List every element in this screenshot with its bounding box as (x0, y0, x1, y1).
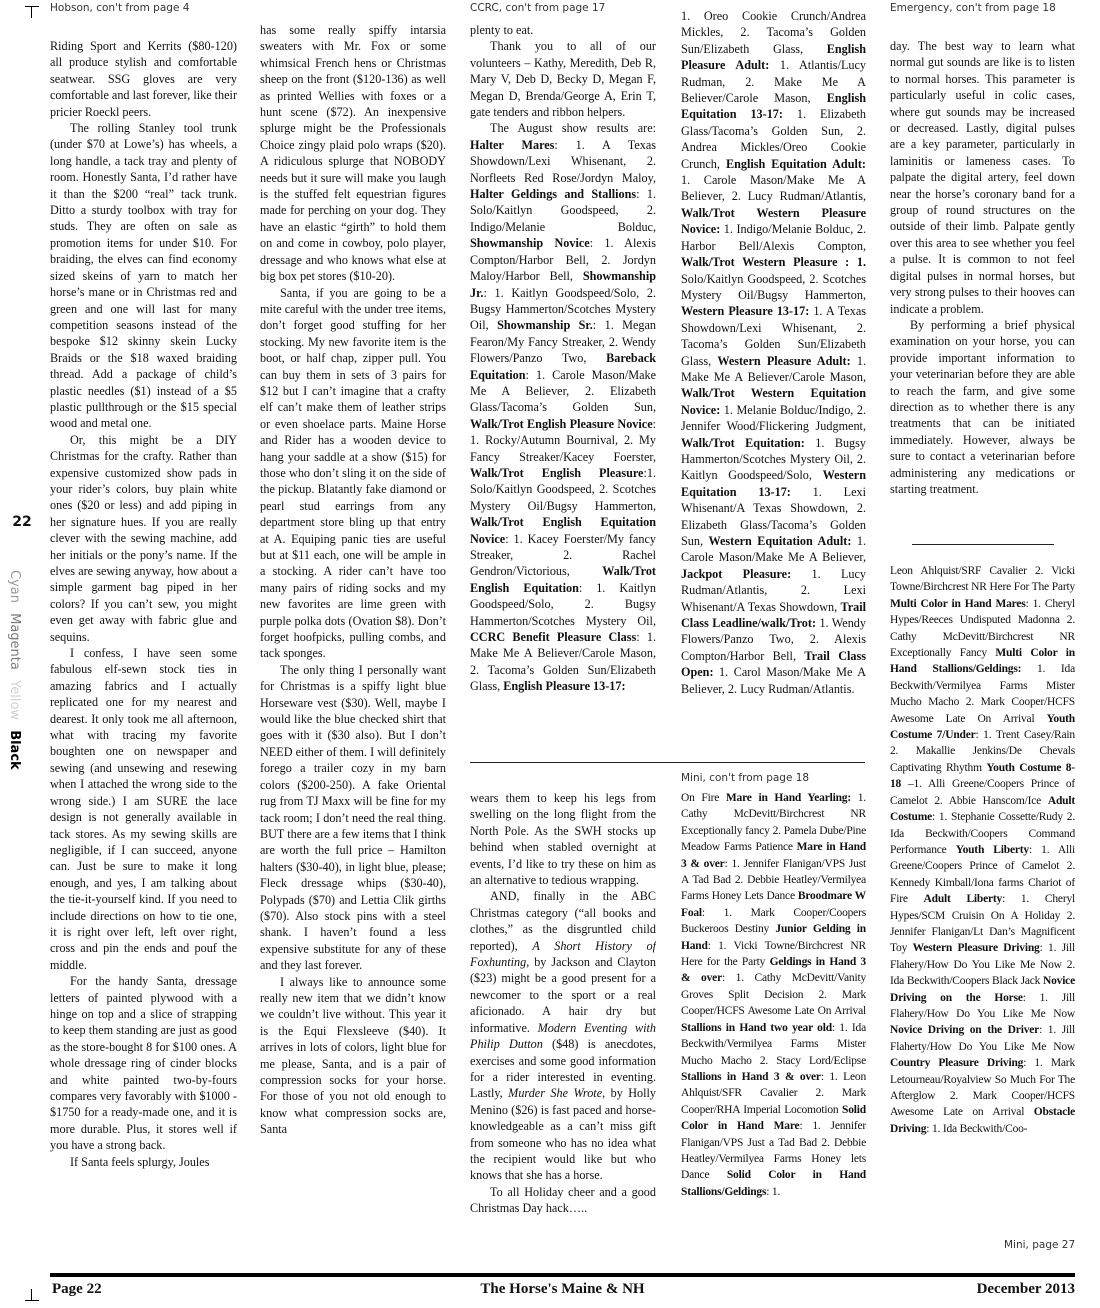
class-results: : 1. Megan Fearon/My Fancy Streaker, 2. Wendy Flowers/Panzo Two, (470, 318, 656, 366)
paragraph: I always like to announce some really new item that we didn’t know we couldn’t live without. This year it is the Equi Flexsleeve ($40). It arrives in lots of colors, light blue for me please, Santa, and is a pair of compression socks for your horse. For those of you not old enough to know what compression socks are, Santa (260, 974, 446, 1137)
class-name: Adult Costume (890, 794, 1075, 824)
class-results: –1. Alli Greene/Coopers Prince of Camelot 2. Abbie Hanscom/Ice (890, 778, 1075, 807)
class-name: Youth Costume 8-18 (890, 761, 1075, 791)
text-run: AND, finally in the ABC Christmas category (“all books and clothes,” as the disgruntled child reported), (470, 889, 656, 953)
book-title: Murder She Wrote (508, 1086, 603, 1101)
class-name: Walk/Trot Western Equitation Novice: (681, 386, 866, 417)
class-name: Halter Geldings and Stallions (470, 187, 637, 202)
class-results: : 1. Make Me A Believer/Carole Mason, 2. Tacoma’s Golden Sun/Elizabeth Glass, (470, 630, 656, 694)
results-intro: The August show results are: (490, 121, 656, 136)
color-registration-bar (7, 570, 22, 776)
footer-rule (50, 1273, 1075, 1277)
class-results: : 1. Alli Greene/Coopers Prince of Camelot 2. Kennedy Kimball/Iona farms Chariot of Fire (890, 843, 1075, 906)
column-2-hobson (260, 22, 446, 1258)
paragraph: The rolling Stanley tool trunk (under $70 at Lowe’s) has wheels, a long handle, a tack tray and plenty of room. Honestly Santa, I’d rather have it than the $200 “real” tack trunk. Ditto a sturdy toolbox with tray for studs. They are often on sale as promotion items for under $10. For braiding, the elves can find economy sized skeins of yarn to match her horse’s mane or in Christmas red and green and one will last for many competition seasons instead of the bespoke $12 skinny skein Lucky Braids or the $18 waxed braiding thread. Add a package of child’s plastic needles ($1) instead of a $5 plastic pullthrough or the $15 special wood and metal one. (50, 121, 237, 431)
class-results: 1. Bugsy Hammerton/Scotches Mystery Oil, 2. Kaitlyn Goodspeed/Solo, (681, 435, 866, 483)
class-name: CCRC Benefit Pleasure Class (470, 630, 637, 645)
class-name: Showmanship Sr. (497, 318, 593, 333)
class-results: : 1. Kaitlyn Goodspeed/Solo, 2. Bugsy Hammerton/Scotches Mystery Oil, (470, 580, 656, 628)
class-results: Leon Ahlquist/SRF Cavalier 2. Vicki Towne/Birchcrest NR Here For The Party (890, 565, 1075, 594)
column-5-mini (890, 563, 1075, 1230)
crop-mark (31, 6, 32, 18)
class-results: : 1. Mark Cooper/Coopers Buckeroos Destiny (681, 906, 866, 936)
footer-publication-title: The Horse's Maine & NH (480, 1281, 645, 1297)
class-results: : 1. Jennifer Flanigan/VPS Just A Tad Bad 2. Debbie Heatley/Vermilyea Farms Honey Lets Dance (681, 857, 866, 903)
column-3-ccrc (470, 22, 656, 746)
class-results: : 1. Jennifer Flanigan/VPS Just a Tad Bad 2. Debbie Heatley/Vermilyea Farms Honey lets Dance (681, 1120, 866, 1182)
class-name: Halter Mares (470, 137, 555, 152)
class-results: : 1. Carole Mason/Make Me A Believer, 2. Elizabeth Glass/Tacoma’s Golden Sun, (470, 367, 656, 415)
paragraph: For the handy Santa, dressage letters of painted plywood with a hinge on top and a slice of strapping to keep them standing are just as good as the store-bought 8 for $100 ones. A whole dressage ring of cinder blocks and white painted two-by-fours compares very favorably with $1000 - $1750 for a ready-made one, and it is more durable. Plus, it stores well if you have a strong back. (50, 974, 237, 1153)
class-results: : 1. Jill Flahery/How Do You Like Me Now (890, 991, 1075, 1020)
show-results (681, 8, 866, 697)
paragraph: plenty to eat. (470, 23, 534, 37)
class-name: Western Equitation Adult: (708, 534, 852, 548)
class-name: English Pleasure 13-17: (503, 679, 626, 694)
class-name: Youth Liberty (955, 843, 1029, 856)
paragraph: has some really spiffy intarsia sweaters with Mr. Fox or some whimsical French hens or Christmas sheep on the front ($120-136) as well as printed Wellies with foxes or a hunt scene ($72). An inexpensive splurge might be the Professionals Choice zingy plaid polo wraps ($20). A ridiculous splurge that NOBODY needs but it sure will make you laugh is the stuffed felt equestrian figures made for perching on your dog. They have an elastic “girth” to hold them on and come in cowboy, polo player, dressage and who knows what else at big box pet stores ($10-20). (260, 23, 446, 284)
class-name: Walk/Trot English Pleasure Novice (470, 416, 653, 431)
class-results: : 1. Trent Casey/Rain 2. Makallie Jenkins/De Chevals Captivating Rhythm (890, 729, 1075, 774)
paragraph: I confess, I have seen some fabulous elf-sewn stock ties in amazing fabrics and I actually replicated one for my nearest and dearest. It only took me all afternoon, what with tracing my favorite boughten one on newspaper and sewing (and unsewing and resewing when I attached the wrong side to the wrong side.) I am SURE the lace design is not generally available in tack stores. As my sewing skills are negligible, if I can succeed, anyone can. Just be sure to make it long enough, and yes, I am talking about the tie-it-yourself kind. If you need to include directions on how to tie one, it is right over left, left over right, cross and pin the ends and pouf the middle. (50, 646, 237, 972)
class-name: Adult Liberty (923, 893, 1003, 906)
class-results: : 1. Ida Beckwith/Vermilyea Farms Mister Mucho Macho 2. Stacy Lord/Eclipse (681, 1021, 866, 1067)
class-name: Walk/Trot English Pleasure (470, 465, 644, 480)
class-name: Western Pleasure Driving (912, 942, 1040, 955)
class-results: : 1. A Texas Showdown/Lexi Whisenant, 2. Norfleets Red Rose/Jordyn Maloy, (470, 137, 656, 185)
text-run: ($48) is anecdotes, exercises and some good information for a rider interested in eventing. Lastly, (470, 1037, 656, 1101)
continuation-header-hobson: Hobson, con't from page 4 (50, 2, 190, 14)
continuation-header-ccrc: CCRC, con't from page 17 (470, 2, 606, 14)
text-run: , by Jackson and Clayton ($23) might be a good present for a newcomer to the sport or a real aficionado. A hair dry but informative. (470, 955, 656, 1035)
class-results: : 1. Stephanie Cossette/Rudy 2. Ida Beckwith/Coopers Command Performance (890, 811, 1075, 856)
class-results: 1. Oreo Cookie Crunch/Andrea Mickles, 2. Tacoma’s Golden Sun/Elizabeth Glass, (681, 9, 866, 56)
paragraph: day. The best way to learn what normal gut sounds are like is to listen to normal horses. This parameter is particularly useful in colic cases, where gut sounds may be increased or decreased. Lastly, digital pulses are a key parameter, particularly in laminitis or lameness cases. To palpate the digital artery, feel down near the horse’s coronary band for a group of round structures on the outside of their limb. Palpate gently over this area to see whether you feel a pulse. It is common to not feel digital pulses in normal horses, but very strong pulses to their hooves can indicate a problem. (890, 39, 1075, 316)
class-name: Multi Color in Hand Mares (890, 597, 1026, 610)
show-results (470, 120, 656, 694)
class-name: Jackpot Pleasure: (681, 566, 792, 581)
column-5-emergency (890, 38, 1075, 528)
class-results: : 1. Vicki Towne/Birchcrest NR Here for the Party (681, 939, 866, 969)
class-name: Obstacle Driving (890, 1106, 1075, 1135)
class-name: Novice Driving on the Driver (890, 1024, 1040, 1037)
paragraph: Riding Sport and Kerrits ($80-120) all produce stylish and comfortable seatwear. SSG gloves are very comfortable and last forever, like their pricier Roeckl peers. (50, 39, 237, 119)
class-name: Broodmare W Foal (681, 890, 866, 919)
show-results (890, 563, 1075, 1137)
class-name: Mare in Hand 3 & over (681, 841, 866, 870)
column-4-mini (681, 790, 866, 1260)
paragraph: Thank you to all of our volunteers – Kathy, Meredith, Deb R, Mary V, Deb D, Becky D, Megan F, Megan D, Brenda/George A, Erin T, gate tenders and ribbon helpers. (470, 39, 656, 120)
class-name: Geldings in Hand 3 & over (681, 956, 866, 985)
class-name: Walk/Trot Western Pleasure : 1. (681, 255, 866, 270)
class-results: 1. Elizabeth Glass/Tacoma’s Golden Sun, 2. Andrea Mickles/Oreo Cookie Crunch, (681, 107, 866, 171)
article-separator (470, 762, 865, 763)
class-name: Mare in Hand Yearling: (725, 792, 851, 804)
class-results: 1. Cathy McDevitt/Birchcrest NR Exceptionally fancy 2. Pamela Dube/Pine Meadow Farms Patience (681, 792, 866, 854)
class-results: : 1. Alexis Compton/Harbor Bell, 2. Jordyn Maloy/Harbor Bell, (470, 236, 656, 284)
jump-line-mini: Mini, page 27 (1004, 1239, 1076, 1251)
side-page-number: 22 (12, 514, 32, 530)
class-results: :1. Solo/Kaitlyn Goodspeed, 2. Scotches Mystery Oil/Bugsy Hammerton, (470, 465, 656, 513)
column-3-hobson-end (470, 790, 656, 1260)
class-name: Walk/Trot English Equitation (470, 564, 656, 595)
class-results: : 1. Solo/Kaitlyn Goodspeed, 2. Indigo/Melanie Bolduc, (470, 187, 656, 234)
article-separator (912, 544, 1054, 545)
class-results: 1. A Texas Showdown/Lexi Whisenant, 2. Tacoma’s Golden Sun/Elizabeth Glass, (681, 304, 866, 368)
class-results: 1. Lexi Whisenant/A Texas Showdown, 2. Elizabeth Glass/Tacoma’s Golden Sun, (681, 484, 866, 548)
crop-mark (31, 1289, 32, 1301)
class-name: Stallions in Hand two year old (681, 1021, 832, 1034)
class-results: : 1. Cathy McDevitt/Vanity Groves Split Decision 2. Mark Cooper/HCFS Awesome Late On Arrival (681, 972, 866, 1018)
color-bar-black: Black (7, 730, 22, 770)
class-results: : 1. (766, 1185, 781, 1198)
class-results: : 1. Ida Beckwith/Coo- (926, 1122, 1028, 1135)
class-name: Junior Gelding in Hand (681, 923, 866, 952)
class-name: English Equitation Adult: (725, 156, 866, 171)
class-results: 1. Wendy Flowers/Panzo Two, 2. Alexis Compton/Harbor Bell, (681, 616, 866, 663)
crop-mark (25, 6, 39, 7)
class-name: Showmanship Jr. (470, 269, 656, 300)
class-results: 1. Make Me A Believer/Carole Mason, (681, 353, 866, 384)
class-name: Stallions in Hand 3 & over (681, 1070, 821, 1083)
color-bar-yellow: Yellow (7, 680, 22, 721)
paragraph: Or, this might be a DIY Christmas for the crafty. Rather than expensive customized show pads in your rider’s colors, buy plain white ones ($20 or less) and add piping in her signature hues. If you are really clever with the sewing machine, add her initials or the pony’s name. If the elves are sewing anyway, how about a simple garment bag piped in her colors? If you can’t sew, you might even get away with fabric glue and sequins. (50, 432, 237, 644)
class-results: : 1. Kaitlyn Goodspeed/Solo, 2. Bugsy Hammerton/Scotches Mystery Oil, (470, 285, 656, 333)
footer-issue-date: December 2013 (976, 1281, 1075, 1297)
class-results: On Fire (681, 792, 720, 804)
class-name: Novice Driving on the Horse (890, 975, 1075, 1004)
class-results: 1. Atlantis/Lucy Rudman, 2. Make Me A Believer/Carole Mason, (681, 58, 866, 106)
class-name: Multi Color in Hand Stallions/Geldings: (890, 647, 1075, 676)
class-results: 1. Indigo/Melanie Bolduc, 2. Harbor Bell/Alexis Compton, (681, 222, 866, 253)
color-bar-magenta: Magenta (7, 613, 22, 670)
paragraph: By performing a brief physical examination on your horse, you can provide important information to your veterinarian before they are able to reach the farm, and give some direction as to whether there is any treatments that can be initiated immediately. However, always be sure to contact a veterinarian before administering any medications or starting treatment. (890, 317, 1075, 496)
paragraph (470, 888, 656, 1183)
class-name: Walk/Trot Equitation: (681, 435, 805, 450)
footer-page-number: Page 22 (52, 1281, 102, 1297)
class-results: : 1. Jill Flaherty/How Do You Like Me Now (890, 1024, 1075, 1053)
column-1-hobson (50, 38, 237, 1258)
class-name: Western Pleasure 13-17: (681, 304, 810, 319)
class-results: Solo/Kaitlyn Goodspeed, 2. Scotches Mystery Oil/Bugsy Hammerton, (681, 271, 866, 302)
class-name: Western Equitation 13-17: (681, 468, 866, 499)
class-name: Showmanship Novice (470, 236, 590, 251)
paragraph: If Santa feels splurgy, Joules (70, 1154, 210, 1169)
paragraph: To all Holiday cheer and a good Christmas Day hack….. (470, 1184, 656, 1216)
class-results: : 1. Cheryl Hypes/Reeces Undisputed Madonna 2. Cathy McDevitt/Birchcrest NR Exceptionally Fancy (890, 597, 1075, 660)
class-results: : 1. Rocky/Autumn Bournival, 2. My Fancy Streaker/Kacey Foerster, (470, 416, 656, 464)
class-name: Trail Class Open: (681, 648, 866, 680)
class-results: : 1. Kacey Foerster/My fancy Streaker, 2. Rachel Gendron/Victorious, (470, 531, 656, 579)
class-results: 1. Ida Beckwith/Vermilyea Farms Mister Mucho Macho 2. Mark Cooper/HCFS Awesome Late On Arrival (890, 663, 1075, 725)
class-name: Youth Costume 7/Under (890, 712, 1075, 742)
class-name: Walk/Trot Western Pleasure Novice: (681, 205, 866, 237)
crop-mark (25, 1300, 39, 1301)
continuation-header-emergency: Emergency, con't from page 18 (890, 2, 1056, 14)
color-bar-cyan: Cyan (7, 570, 22, 603)
paragraph: Santa, if you are going to be a mite careful with the under tree items, don’t forget good stuffing for her stocking. My new favorite item is the boot, or half chap, zipper pull. You can buy them in sets of 3 pairs for $12 but I can’t imagine that a crafty elf can’t make them of leather strips or even shoelace parts. Maine Horse and Rider has a wooden device to hang your saddle at a show ($15) for those who don’t sling it on the side of the pickup. Blatantly fake diamond or pearl stud earrings from any department store bling up that entry at A. Equiping panic ties are useful but at $11 each, one will be ample in a stocking. A rider can’t have too many pairs of riding socks and my new favorites are lime green with purple polka dots (Ovation $8). Don’t forget hoofpicks, pulling combs, and tack sponges. (260, 285, 446, 661)
class-name: English Equitation 13-17: (681, 91, 866, 122)
class-name: Solid Color in Hand Stallions/Geldings (681, 1169, 866, 1198)
class-results: 1. Lucy Rudman/Atlantis, 2. Lexi Whisenant/A Texas Showdown, (681, 566, 866, 614)
class-results: 1. Carole Mason/Make Me A Believer, 2. Lucy Rudman/Atlantis, (681, 173, 866, 204)
class-results: : 1. Cheryl Hypes/SCM Cruisin On A Holiday 2. Jennifer Flanigan/Lt Dan’s Magnificent Toy (890, 893, 1075, 955)
class-name: Western Pleasure Adult: (717, 353, 851, 368)
continuation-header-mini: Mini, con't from page 18 (681, 772, 810, 784)
column-4-ccrc (681, 8, 866, 743)
class-results: 1. Melanie Bolduc/Indigo, 2. Jennifer Wood/Flickering Judgment, (681, 402, 866, 434)
paragraph: wears them to keep his legs from swelling on the long flight from the North Pole. As the SWH stocks up behind when stabled overnight at events, I’d like to try these on him as an alternative to tedious wrapping. (470, 791, 656, 888)
class-results: : 1. Mark Letourneau/Royalview So Much For The Afterglow 2. Mark Cooper/HCFS Awesome Late on Arrival (890, 1057, 1075, 1119)
class-name: Country Pleasure Driving (890, 1057, 1024, 1070)
class-results: 1. Carol Mason/Make Me A Believer, 2. Lucy Rudman/Atlantis. (681, 665, 866, 696)
class-name: Solid Color in Hand Mare (681, 1103, 866, 1133)
class-name: Walk/Trot English Equitation Novice (470, 515, 656, 546)
class-results: 1. Carole Mason/Make Me A Believer, (681, 534, 866, 565)
class-name: Bareback Equitation (470, 351, 656, 382)
book-title: A Short History of Foxhunting (470, 938, 656, 970)
book-title: Modern Eventing with Philip Dutton (470, 1020, 656, 1052)
class-name: Trail Class Leadline/walk/Trot: (681, 599, 866, 631)
class-results: : 1. Leon Ahlquist/SFR Cavalier 2. Mark Cooper/RHA Imperial Locomotion (681, 1070, 866, 1116)
class-results: : 1. Jill Flahery/How Do You Like Me Now 2. Ida Beckwith/Coopers Black Jack (890, 942, 1075, 988)
show-results (681, 790, 866, 1200)
text-run: , by Holly Menino ($26) is fast paced and horse-knowledgeable as a can’t miss gift from someone who has no idea what the recipient would like but who knows that she has a horse. (470, 1086, 656, 1183)
class-name: English Pleasure Adult: (681, 41, 866, 73)
paragraph: The only thing I personally want for Christmas is a spiffy light blue Horseware vest ($30). Well, maybe I would like the blue checked shirt that goes with it ($30 also). But I don’t NEED either of them. I will definitely forego a trailer cozy in my barn colors ($200-250). A fake Oriental rug from TJ Maxx will be fine for my tack room; I don’t need the real thing. BUT there are a few items that I think are worth the full price – Hamilton halters ($30-40), in light blue, please; Fleck dressage whips ($30-40), Polypads ($70) and Lettia Clik girths ($70). Also stock pins with a steel shank. I haven’t found a less expensive substitute for any of these and they last forever. (260, 662, 446, 973)
page-footer (50, 1281, 1075, 1303)
